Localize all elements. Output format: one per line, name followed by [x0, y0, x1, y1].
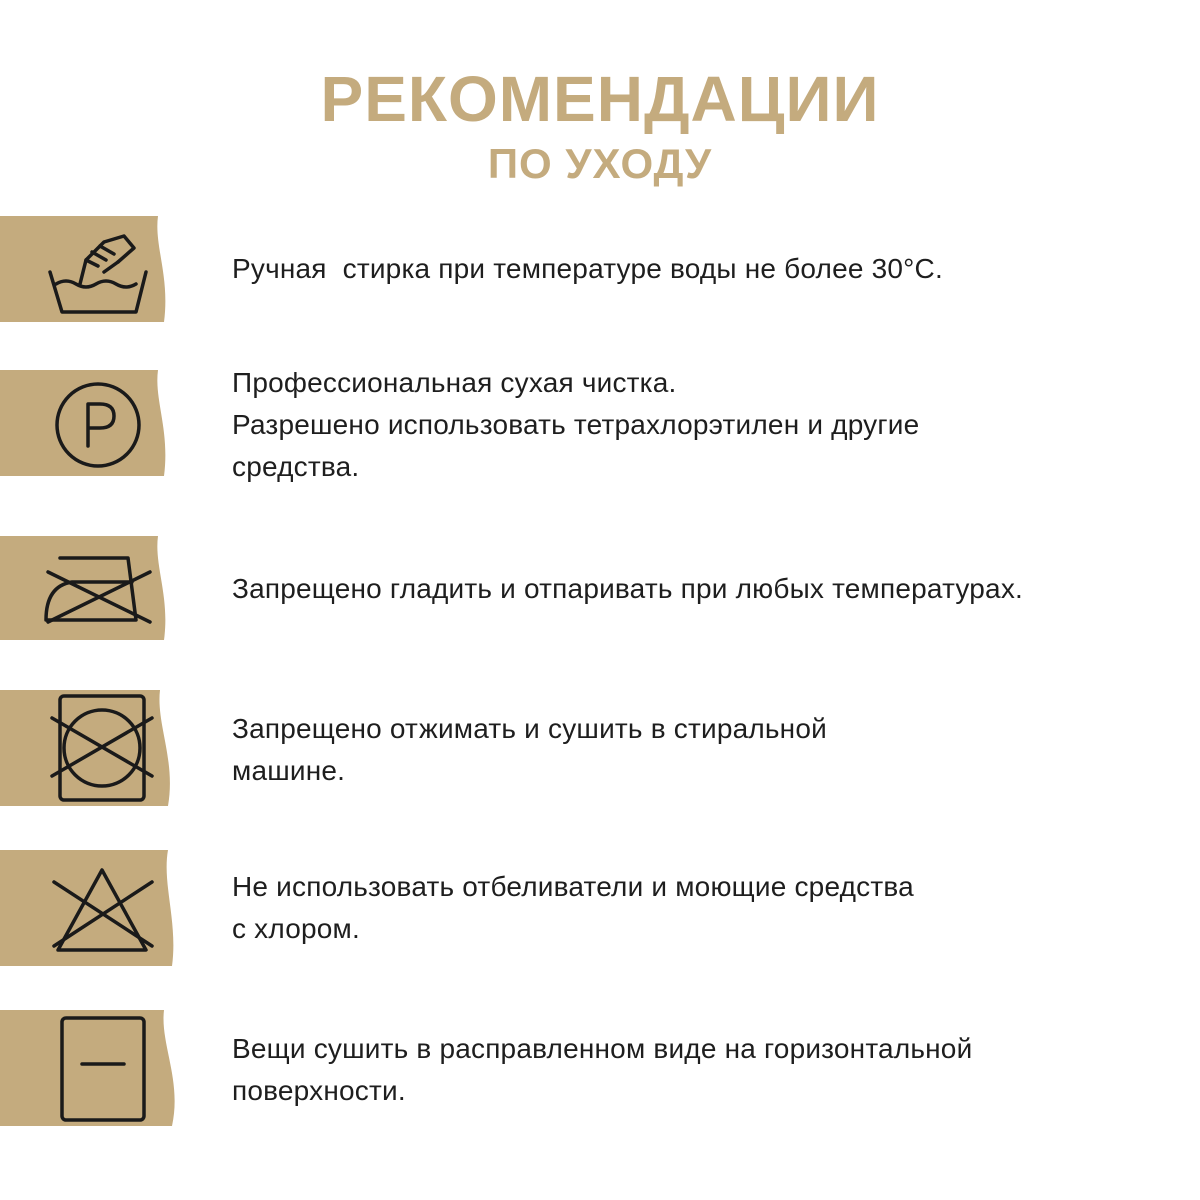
text-line: Разрешено использовать тетрахлорэтилен и другие	[232, 409, 920, 440]
text-line: Профессиональная сухая чистка.	[232, 367, 677, 398]
text-line: Вещи сушить в расправленном виде на горизонтальной	[232, 1033, 973, 1064]
professional-dry-clean-p-icon	[0, 370, 172, 476]
text-line: Запрещено отжимать и сушить в стиральной	[232, 713, 827, 744]
care-item-text	[232, 362, 1172, 488]
care-item-text	[232, 708, 1172, 792]
do-not-iron-icon	[0, 536, 172, 640]
text-line: средства.	[232, 451, 360, 482]
do-not-bleach-icon	[0, 850, 178, 966]
text-line: Запрещено гладить и отпаривать при любых температурах.	[232, 573, 1024, 604]
hand-wash-icon	[0, 216, 172, 322]
text-line: Не использовать отбеливатели и моющие средства	[232, 871, 914, 902]
page-subtitle: ПО УХОДУ	[487, 140, 713, 187]
text-line: Ручная стирка при температуре воды не более 30°C.	[232, 253, 943, 284]
do-not-tumble-dry-icon	[0, 690, 180, 806]
dry-flat-icon	[0, 1010, 184, 1126]
care-item-text	[232, 248, 1172, 290]
page-title: РЕКОМЕНДАЦИИ	[320, 63, 880, 135]
care-item-text	[232, 1028, 1172, 1112]
text-line: с хлором.	[232, 913, 360, 944]
text-line: машине.	[232, 755, 346, 786]
care-item-text	[232, 866, 1172, 950]
text-line: поверхности.	[232, 1075, 406, 1106]
care-item-text	[232, 568, 1172, 610]
